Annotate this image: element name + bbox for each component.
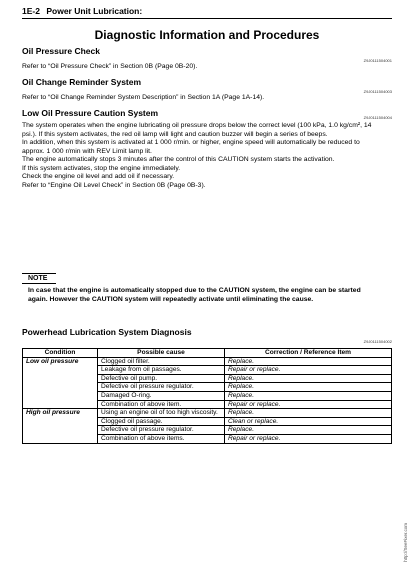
correction-cell: Repair or replace. — [225, 400, 392, 409]
body-line: Check the engine oil level and add oil if necessary. — [22, 173, 175, 180]
correction-cell: Replace. — [225, 383, 392, 392]
section-title: Low Oil Pressure Caution System — [22, 108, 159, 118]
cause-cell: Clogged oil passage. — [98, 417, 225, 426]
cause-cell: Combination of above item. — [98, 400, 225, 409]
condition-cell: High oil pressure — [23, 409, 98, 443]
body-line: If this system activates, stop the engine immediately. — [22, 164, 181, 172]
note-line: In case that the engine is automatically stopped due to the CAUTION system, the engine can be started — [28, 287, 361, 294]
body-line: approx. 1 000 r/min with REV Limit lamp lit. — [22, 147, 152, 155]
section-title: Oil Pressure Check — [22, 46, 100, 56]
cause-cell: Leakage from oil passages. — [98, 366, 225, 375]
body-line: Refer to “Engine Oil Level Check” in Section 0B (Page 0B-3). — [22, 181, 206, 189]
section-code: Z9J0111504003 — [363, 89, 392, 94]
table-header-row — [23, 349, 392, 358]
note-box — [22, 273, 392, 307]
section-text: Refer to “Oil Change Reminder System Description” in Section 1A (Page 1A-14). — [22, 94, 265, 101]
section-name: Power Unit Lubrication: — [46, 6, 143, 16]
cause-cell: Using an engine oil of too high viscosity. — [98, 409, 225, 418]
powerhead-diagnosis-section — [22, 327, 392, 344]
correction-cell: Repair or replace. — [225, 366, 392, 375]
correction-cell: Replace. — [225, 409, 392, 418]
cause-cell: Damaged O-ring. — [98, 391, 225, 400]
correction-cell: Clean or replace. — [225, 417, 392, 426]
body-line: The system operates when the engine lubricating oil pressure drops below the correct level (100 kPa, 1.0 kg/cm², 14 — [22, 122, 372, 129]
section-title: Oil Change Reminder System — [22, 77, 142, 87]
section-title: Powerhead Lubrication System Diagnosis — [22, 327, 192, 337]
body-line: In addition, when this system is activated at 1 000 r/min. or higher, engine speed will automatically be reduced to — [22, 139, 360, 146]
correction-cell: Replace. — [225, 357, 392, 366]
condition-cell: Low oil pressure — [23, 357, 98, 409]
section-code: Z9J0111504001 — [363, 58, 392, 63]
page-number: 1E-2 — [22, 6, 40, 16]
watermark-url: http://SeeFixer.com — [403, 523, 408, 562]
oil-change-reminder-section — [22, 77, 392, 103]
page-header — [22, 6, 392, 19]
section-code: Z9J0111504002 — [363, 339, 392, 344]
correction-cell: Replace. — [225, 391, 392, 400]
cause-cell: Defective oil pump. — [98, 374, 225, 383]
column-header: Condition — [23, 349, 98, 358]
section-code: Z9J0111504004 — [363, 115, 392, 120]
table-row — [23, 409, 392, 418]
correction-cell: Repair or replace. — [225, 434, 392, 443]
cause-cell: Clogged oil filter. — [98, 357, 225, 366]
note-line: again. However the CAUTION system will repeatedly activate until eliminating the cause. — [28, 295, 314, 303]
diagnosis-table — [22, 348, 392, 444]
low-oil-pressure-section — [22, 108, 392, 190]
note-text — [22, 287, 392, 304]
cause-cell: Defective oil pressure regulator. — [98, 426, 225, 435]
column-header: Correction / Reference Item — [225, 349, 392, 358]
table-row — [23, 357, 392, 366]
oil-pressure-check-section — [22, 46, 392, 72]
page-title: Diagnostic Information and Procedures — [94, 28, 320, 42]
correction-cell: Replace. — [225, 426, 392, 435]
correction-cell: Replace. — [225, 374, 392, 383]
cause-cell: Combination of above items. — [98, 434, 225, 443]
note-label: NOTE — [22, 273, 56, 284]
section-text: Refer to “Oil Pressure Check” in Section 0B (Page 0B-20). — [22, 63, 198, 70]
cause-cell: Defective oil pressure regulator. — [98, 383, 225, 392]
section-body — [22, 122, 392, 190]
body-line: psi.). If this system activates, the red oil lamp will light and caution buzzer will begin a series of beeps. — [22, 130, 328, 138]
column-header: Possible cause — [98, 349, 225, 358]
body-line: The engine automatically stops 3 minutes after the control of this CAUTION system starts the activation. — [22, 156, 335, 163]
